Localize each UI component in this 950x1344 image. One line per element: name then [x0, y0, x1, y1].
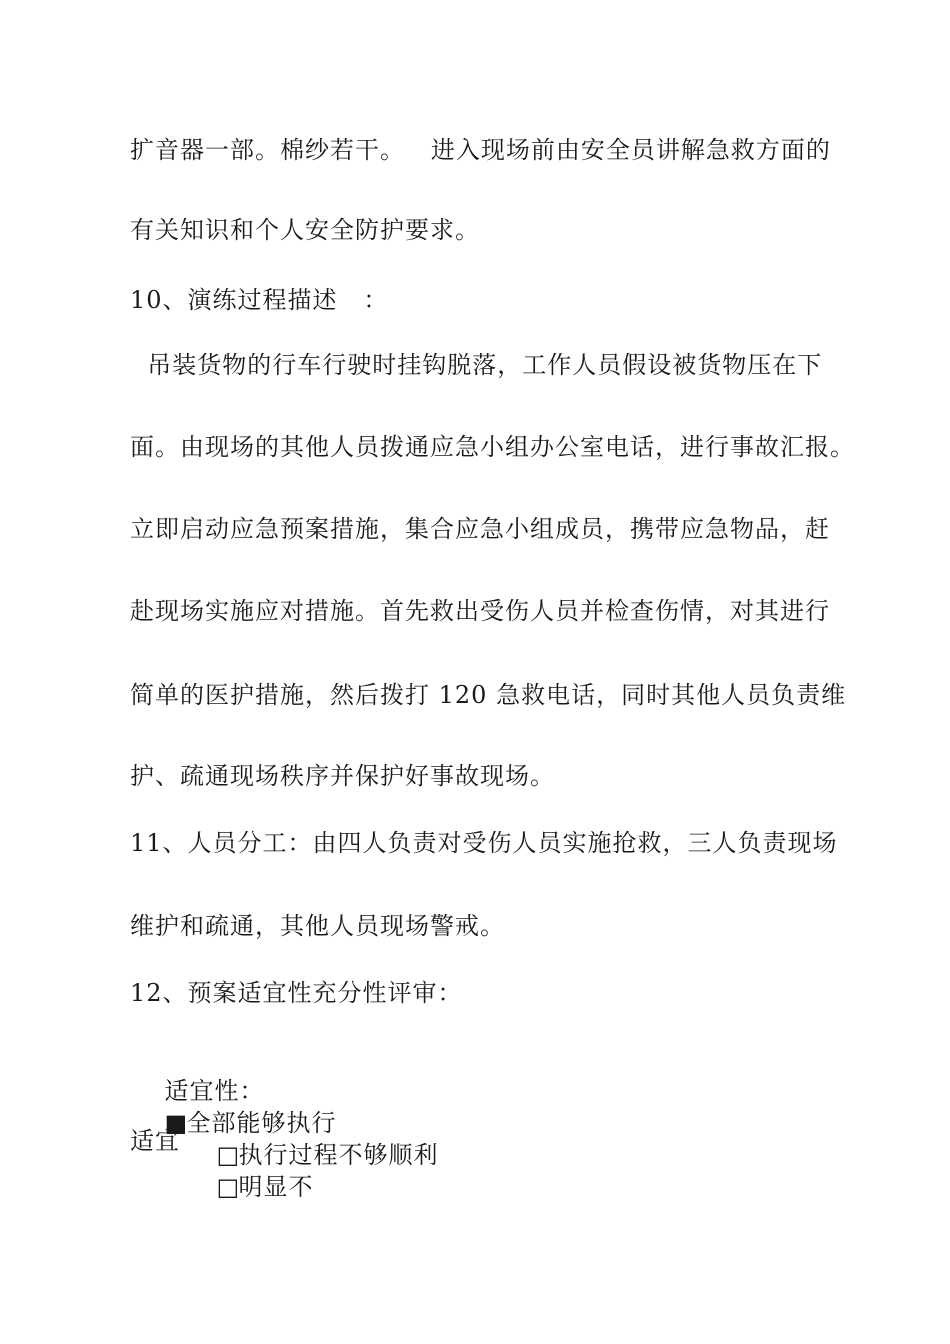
section-heading-12: 12、预案适宜性充分性评审： [130, 979, 463, 1007]
section-heading-10: 10、演练过程描述 ： [130, 286, 389, 314]
paragraph-line: 扩音器一部。棉纱若干。 进入现场前由安全员讲解急救方面的 [130, 136, 831, 164]
paragraph-line: 护、疏通现场秩序并保护好事故现场。 [130, 762, 555, 790]
suitability-option-unsuitable[interactable] [217, 1171, 314, 1203]
unchecked-box-icon: □ [216, 1141, 241, 1169]
option-label: 执行过程不够顺利 [238, 1141, 439, 1169]
suitability-label: 适宜性： [164, 1077, 265, 1105]
paragraph-line: 有关知识和个人安全防护要求。 [130, 216, 480, 244]
paragraph-line: 吊装货物的行车行驶时挂钩脱落，工作人员假设被货物压在下 [130, 351, 823, 379]
paragraph-line: 立即启动应急预案措施，集合应急小组成员，携带应急物品，赶 [130, 515, 830, 543]
paragraph-line: 简单的医护措施，然后拨打 120 急救电话，同时其他人员负责维 [130, 681, 847, 709]
section-heading-11: 11、人员分工：由四人负责对受伤人员实施抢救，三人负责现场 [130, 829, 838, 857]
paragraph-line: 维护和疏通，其他人员现场警戒。 [130, 912, 505, 940]
checked-box-icon: ■ [164, 1109, 189, 1137]
paragraph-line: 赴现场实施应对措施。首先救出受伤人员并检查伤情，对其进行 [130, 597, 830, 625]
unchecked-box-icon: □ [216, 1173, 241, 1201]
paragraph-line: 面。由现场的其他人员拨通应急小组办公室电话，进行事故汇报。 [130, 433, 855, 461]
suitability-continuation: 适宜 [130, 1127, 180, 1155]
option-label: 明显不 [238, 1173, 314, 1201]
option-label: 全部能够执行 [186, 1109, 337, 1137]
